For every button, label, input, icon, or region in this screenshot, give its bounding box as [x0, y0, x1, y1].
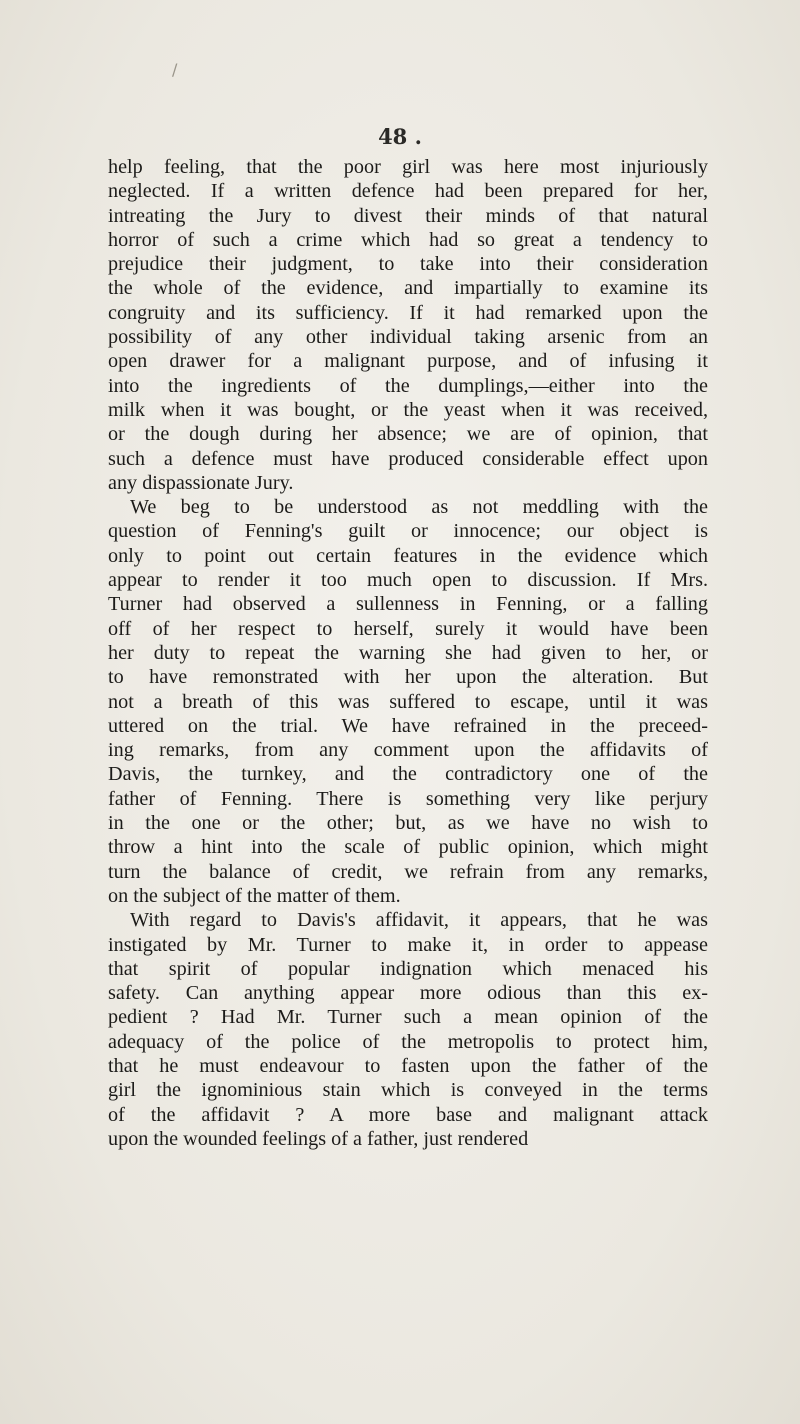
page-number: 48 .: [378, 124, 422, 149]
text-line: pedient ? Had Mr. Turner such a mean opinion of the: [108, 1006, 708, 1029]
text-line: in the one or the other; but, as we have no wish to: [108, 812, 708, 835]
text-line: ing remarks, from any comment upon the affidavits of: [108, 739, 708, 762]
text-line: that he must endeavour to fasten upon the father of the: [108, 1054, 708, 1077]
text-line: instigated by Mr. Turner to make it, in order to appease: [108, 933, 708, 956]
text-line: only to point out certain features in the evidence which: [108, 544, 708, 567]
text-line: With regard to Davis's affidavit, it appears, that he was: [130, 909, 708, 932]
text-line: her duty to repeat the warning she had given to her, or: [108, 641, 708, 664]
paragraph: [108, 495, 708, 908]
text-line: throw a hint into the scale of public opinion, which might: [108, 836, 708, 859]
text-line: horror of such a crime which had so great a tendency to: [108, 228, 708, 251]
text-line: neglected. If a written defence had been prepared for her,: [108, 180, 708, 203]
text-line: safety. Can anything appear more odious than this ex-: [108, 982, 708, 1005]
text-line: possibility of any other individual taking arsenic from an: [108, 326, 708, 349]
text-line: We beg to be understood as not meddling with the: [130, 496, 708, 519]
paragraph: [108, 908, 708, 1151]
stray-mark: /: [172, 60, 178, 79]
paragraph: [108, 155, 708, 495]
text-line: any dispassionate Jury.: [108, 471, 294, 494]
text-line: help feeling, that the poor girl was here most injuriously: [108, 156, 708, 178]
text-line: such a defence must have produced considerable effect upon: [108, 447, 708, 470]
text-line: of the affidavit ? A more base and malignant attack: [108, 1103, 708, 1126]
text-line: or the dough during her absence; we are of opinion, that: [108, 423, 708, 446]
text-line: girl the ignominious stain which is conveyed in the terms: [108, 1079, 708, 1102]
text-line: adequacy of the police of the metropolis to protect him,: [108, 1030, 708, 1053]
text-line: open drawer for a malignant purpose, and of infusing it: [108, 350, 708, 373]
text-line: intreating the Jury to divest their minds of that natural: [108, 204, 708, 227]
text-line: prejudice their judgment, to take into their consideration: [108, 253, 708, 276]
text-line: upon the wounded feelings of a father, just rendered: [108, 1127, 529, 1150]
text-line: off of her respect to herself, surely it would have been: [108, 617, 708, 640]
text-line: congruity and its sufficiency. If it had remarked upon the: [108, 301, 708, 324]
text-line: the whole of the evidence, and impartially to examine its: [108, 277, 708, 300]
text-line: to have remonstrated with her upon the alteration. But: [108, 666, 708, 689]
text-line: question of Fenning's guilt or innocence; our object is: [108, 520, 708, 543]
text-line: milk when it was bought, or the yeast when it was received,: [108, 398, 708, 421]
text-line: into the ingredients of the dumplings,—either into the: [108, 374, 708, 397]
text-line: that spirit of popular indignation which menaced his: [108, 957, 708, 980]
text-line: father of Fenning. There is something very like perjury: [108, 787, 708, 810]
text-line: turn the balance of credit, we refrain from any remarks,: [108, 860, 708, 883]
text-line: on the subject of the matter of them.: [108, 884, 401, 907]
body-text: [108, 155, 708, 1151]
text-line: not a breath of this was suffered to escape, until it was: [108, 690, 708, 713]
text-line: Turner had observed a sullenness in Fenning, or a falling: [108, 593, 708, 616]
text-line: appear to render it too much open to discussion. If Mrs.: [108, 569, 708, 592]
text-line: uttered on the trial. We have refrained in the preceed-: [108, 714, 708, 737]
text-line: Davis, the turnkey, and the contradictory one of the: [108, 763, 708, 786]
